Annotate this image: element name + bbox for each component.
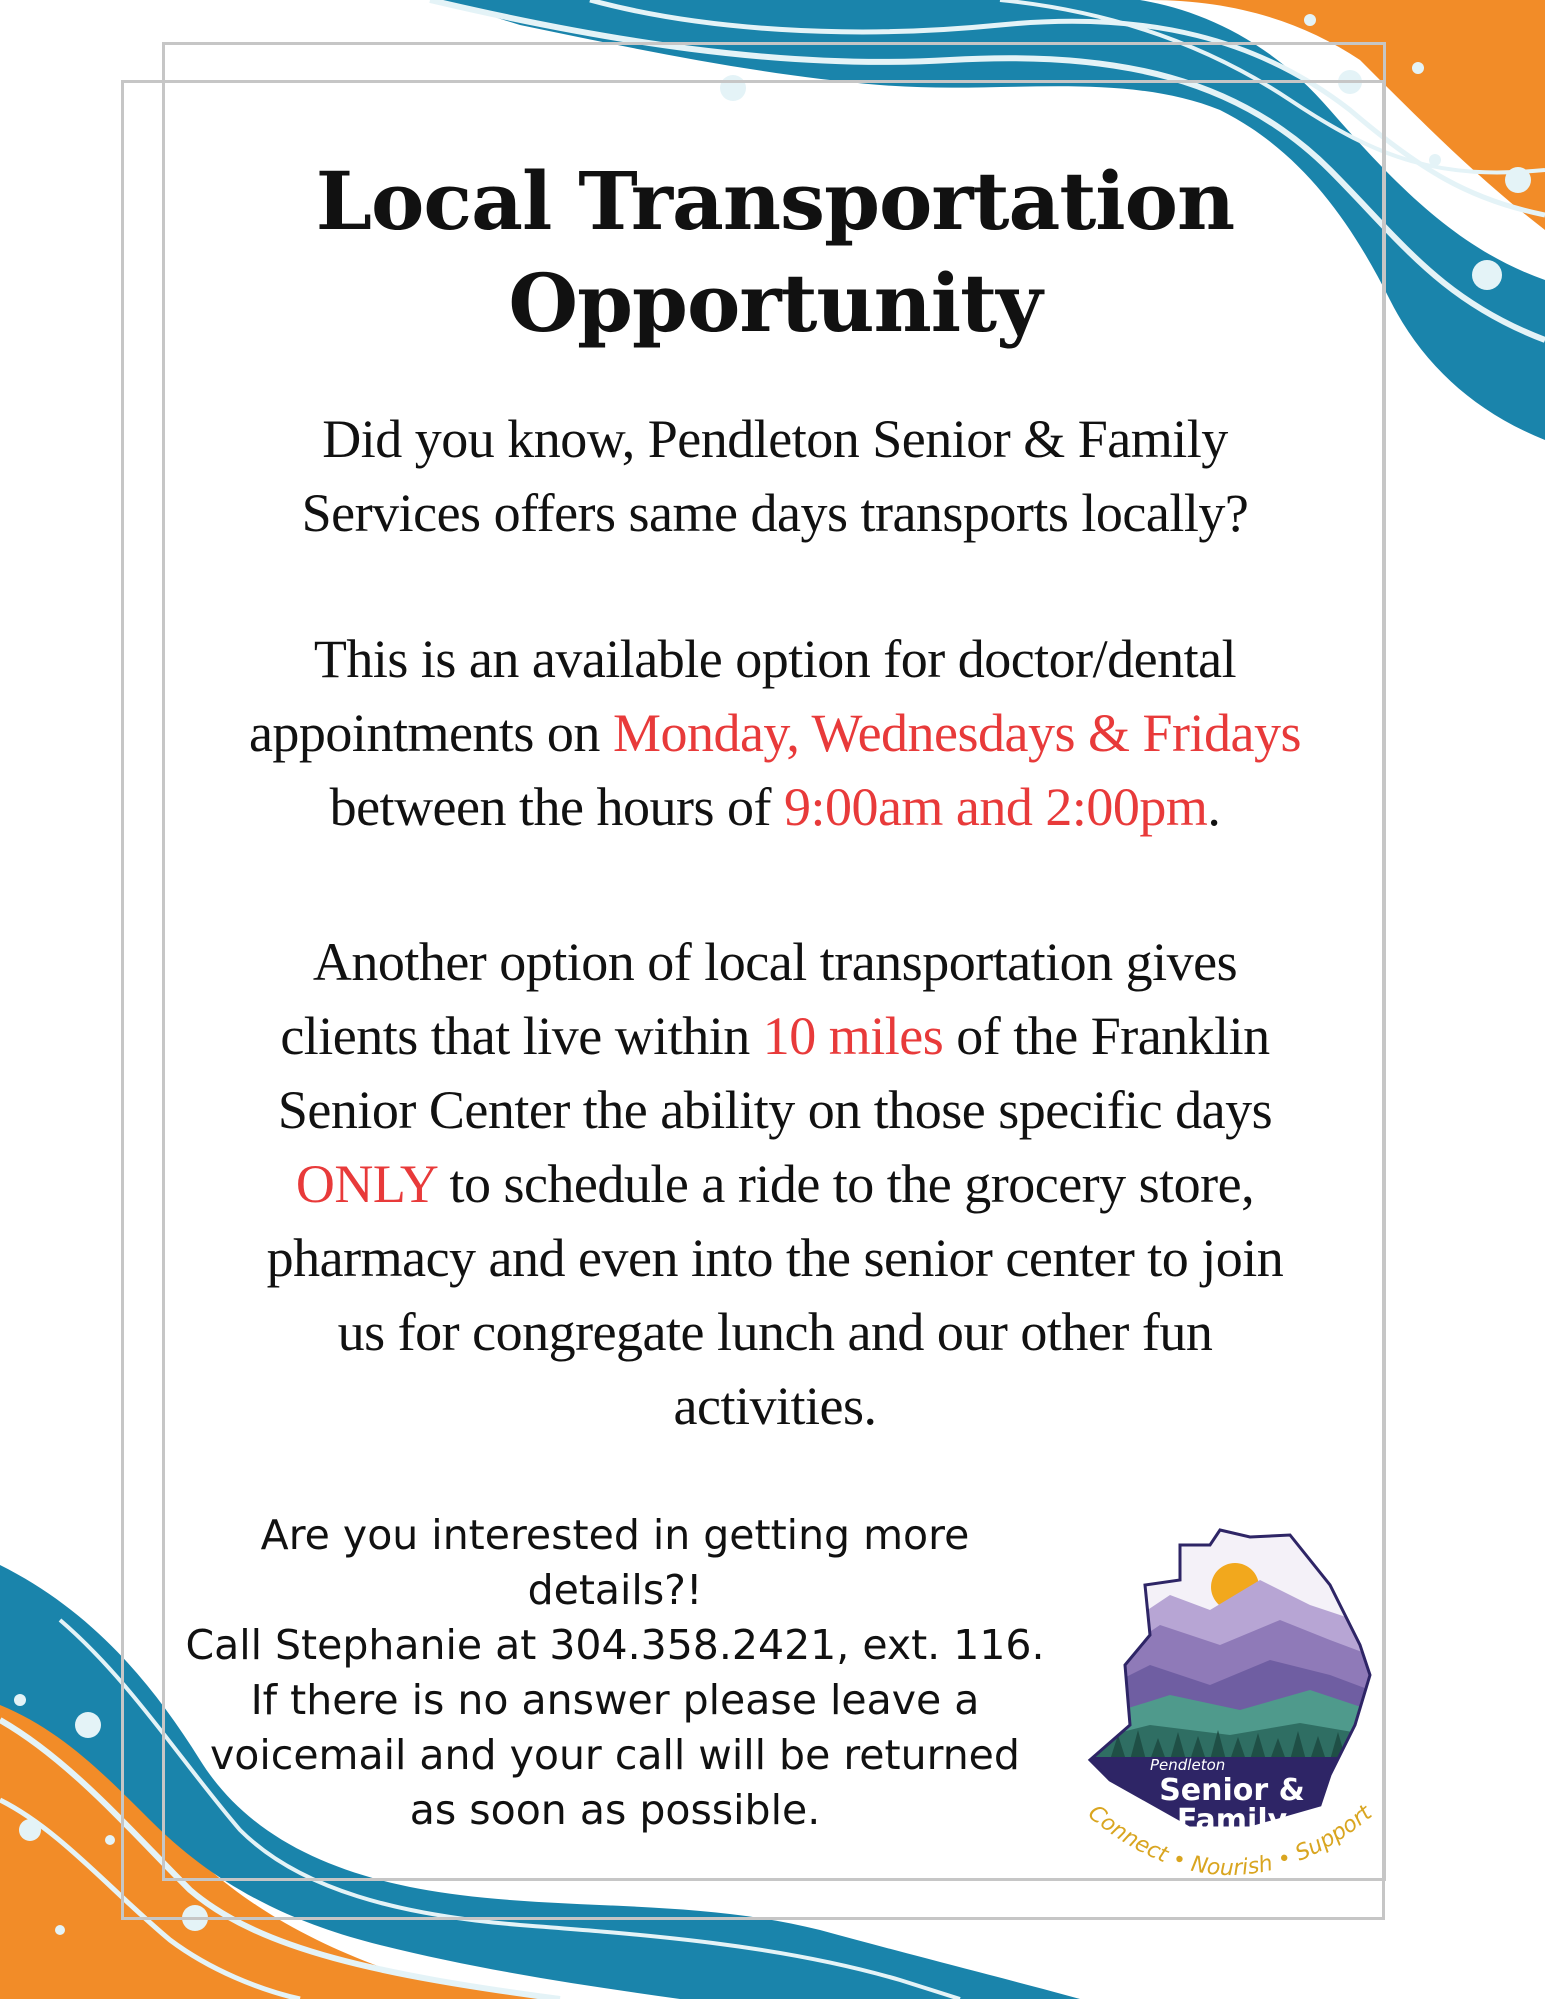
dot xyxy=(1472,260,1502,290)
grocery-text-6: pharmacy and even into the senior center to join xyxy=(266,1228,1284,1288)
dot xyxy=(105,1835,115,1845)
contact-line-5: voicemail and your call will be returned xyxy=(210,1731,1020,1779)
contact-block xyxy=(180,1508,1050,1838)
schedule-text-4: . xyxy=(1207,777,1221,837)
organization-logo xyxy=(1070,1525,1390,1895)
contact-line-3: Call Stephanie at 304.358.2421, ext. 116. xyxy=(185,1621,1045,1669)
dot xyxy=(19,1819,41,1841)
dot xyxy=(1429,154,1441,166)
grocery-only: ONLY xyxy=(295,1154,437,1214)
grocery-text-2: clients that live within xyxy=(280,1006,763,1066)
page-title xyxy=(180,150,1370,354)
logo-tagline-path: Connect • Nourish • Support xyxy=(1083,1800,1377,1882)
contact-line-2: details?! xyxy=(527,1566,703,1614)
schedule-paragraph xyxy=(160,622,1390,844)
logo-small-text: Pendleton xyxy=(1150,1756,1226,1774)
intro-line-1: Did you know, Pendleton Senior & Family xyxy=(322,409,1228,469)
title-line-2: Opportunity xyxy=(508,256,1042,350)
schedule-text-1: This is an available option for doctor/dental xyxy=(313,629,1237,689)
title-line-1: Local Transportation xyxy=(315,154,1235,248)
grocery-paragraph xyxy=(160,925,1390,1443)
grocery-text-1: Another option of local transportation gives xyxy=(312,932,1238,992)
schedule-text-2: appointments on xyxy=(248,703,613,763)
contact-line-4: If there is no answer please leave a xyxy=(250,1676,980,1724)
contact-line-6: as soon as possible. xyxy=(409,1786,821,1834)
schedule-hours: 9:00am and 2:00pm xyxy=(783,777,1208,837)
logo-big-text-2: Family xyxy=(1176,1803,1288,1838)
dot xyxy=(55,1925,65,1935)
logo-big-text-1: Senior & xyxy=(1159,1773,1305,1808)
grocery-text-8: activities. xyxy=(673,1376,877,1436)
grocery-text-5: to schedule a ride to the grocery store, xyxy=(436,1154,1255,1214)
intro-paragraph xyxy=(160,402,1390,550)
grocery-distance: 10 miles xyxy=(762,1006,944,1066)
dot xyxy=(75,1712,101,1738)
dot xyxy=(1304,14,1316,26)
dot xyxy=(1505,167,1531,193)
dot xyxy=(1412,62,1424,74)
grocery-text-3: of the Franklin xyxy=(943,1006,1270,1066)
schedule-text-3: between the hours of xyxy=(329,777,784,837)
intro-line-2: Services offers same days transports locally? xyxy=(301,483,1249,543)
grocery-text-7: us for congregate lunch and our other fun xyxy=(337,1302,1213,1362)
schedule-days: Monday, Wednesdays & Fridays xyxy=(612,703,1302,763)
dot xyxy=(14,1694,26,1706)
grocery-text-4: Senior Center the ability on those specific days xyxy=(277,1080,1273,1140)
contact-line-1: Are you interested in getting more xyxy=(260,1511,970,1559)
logo-sub-text: Services xyxy=(1206,1834,1258,1848)
